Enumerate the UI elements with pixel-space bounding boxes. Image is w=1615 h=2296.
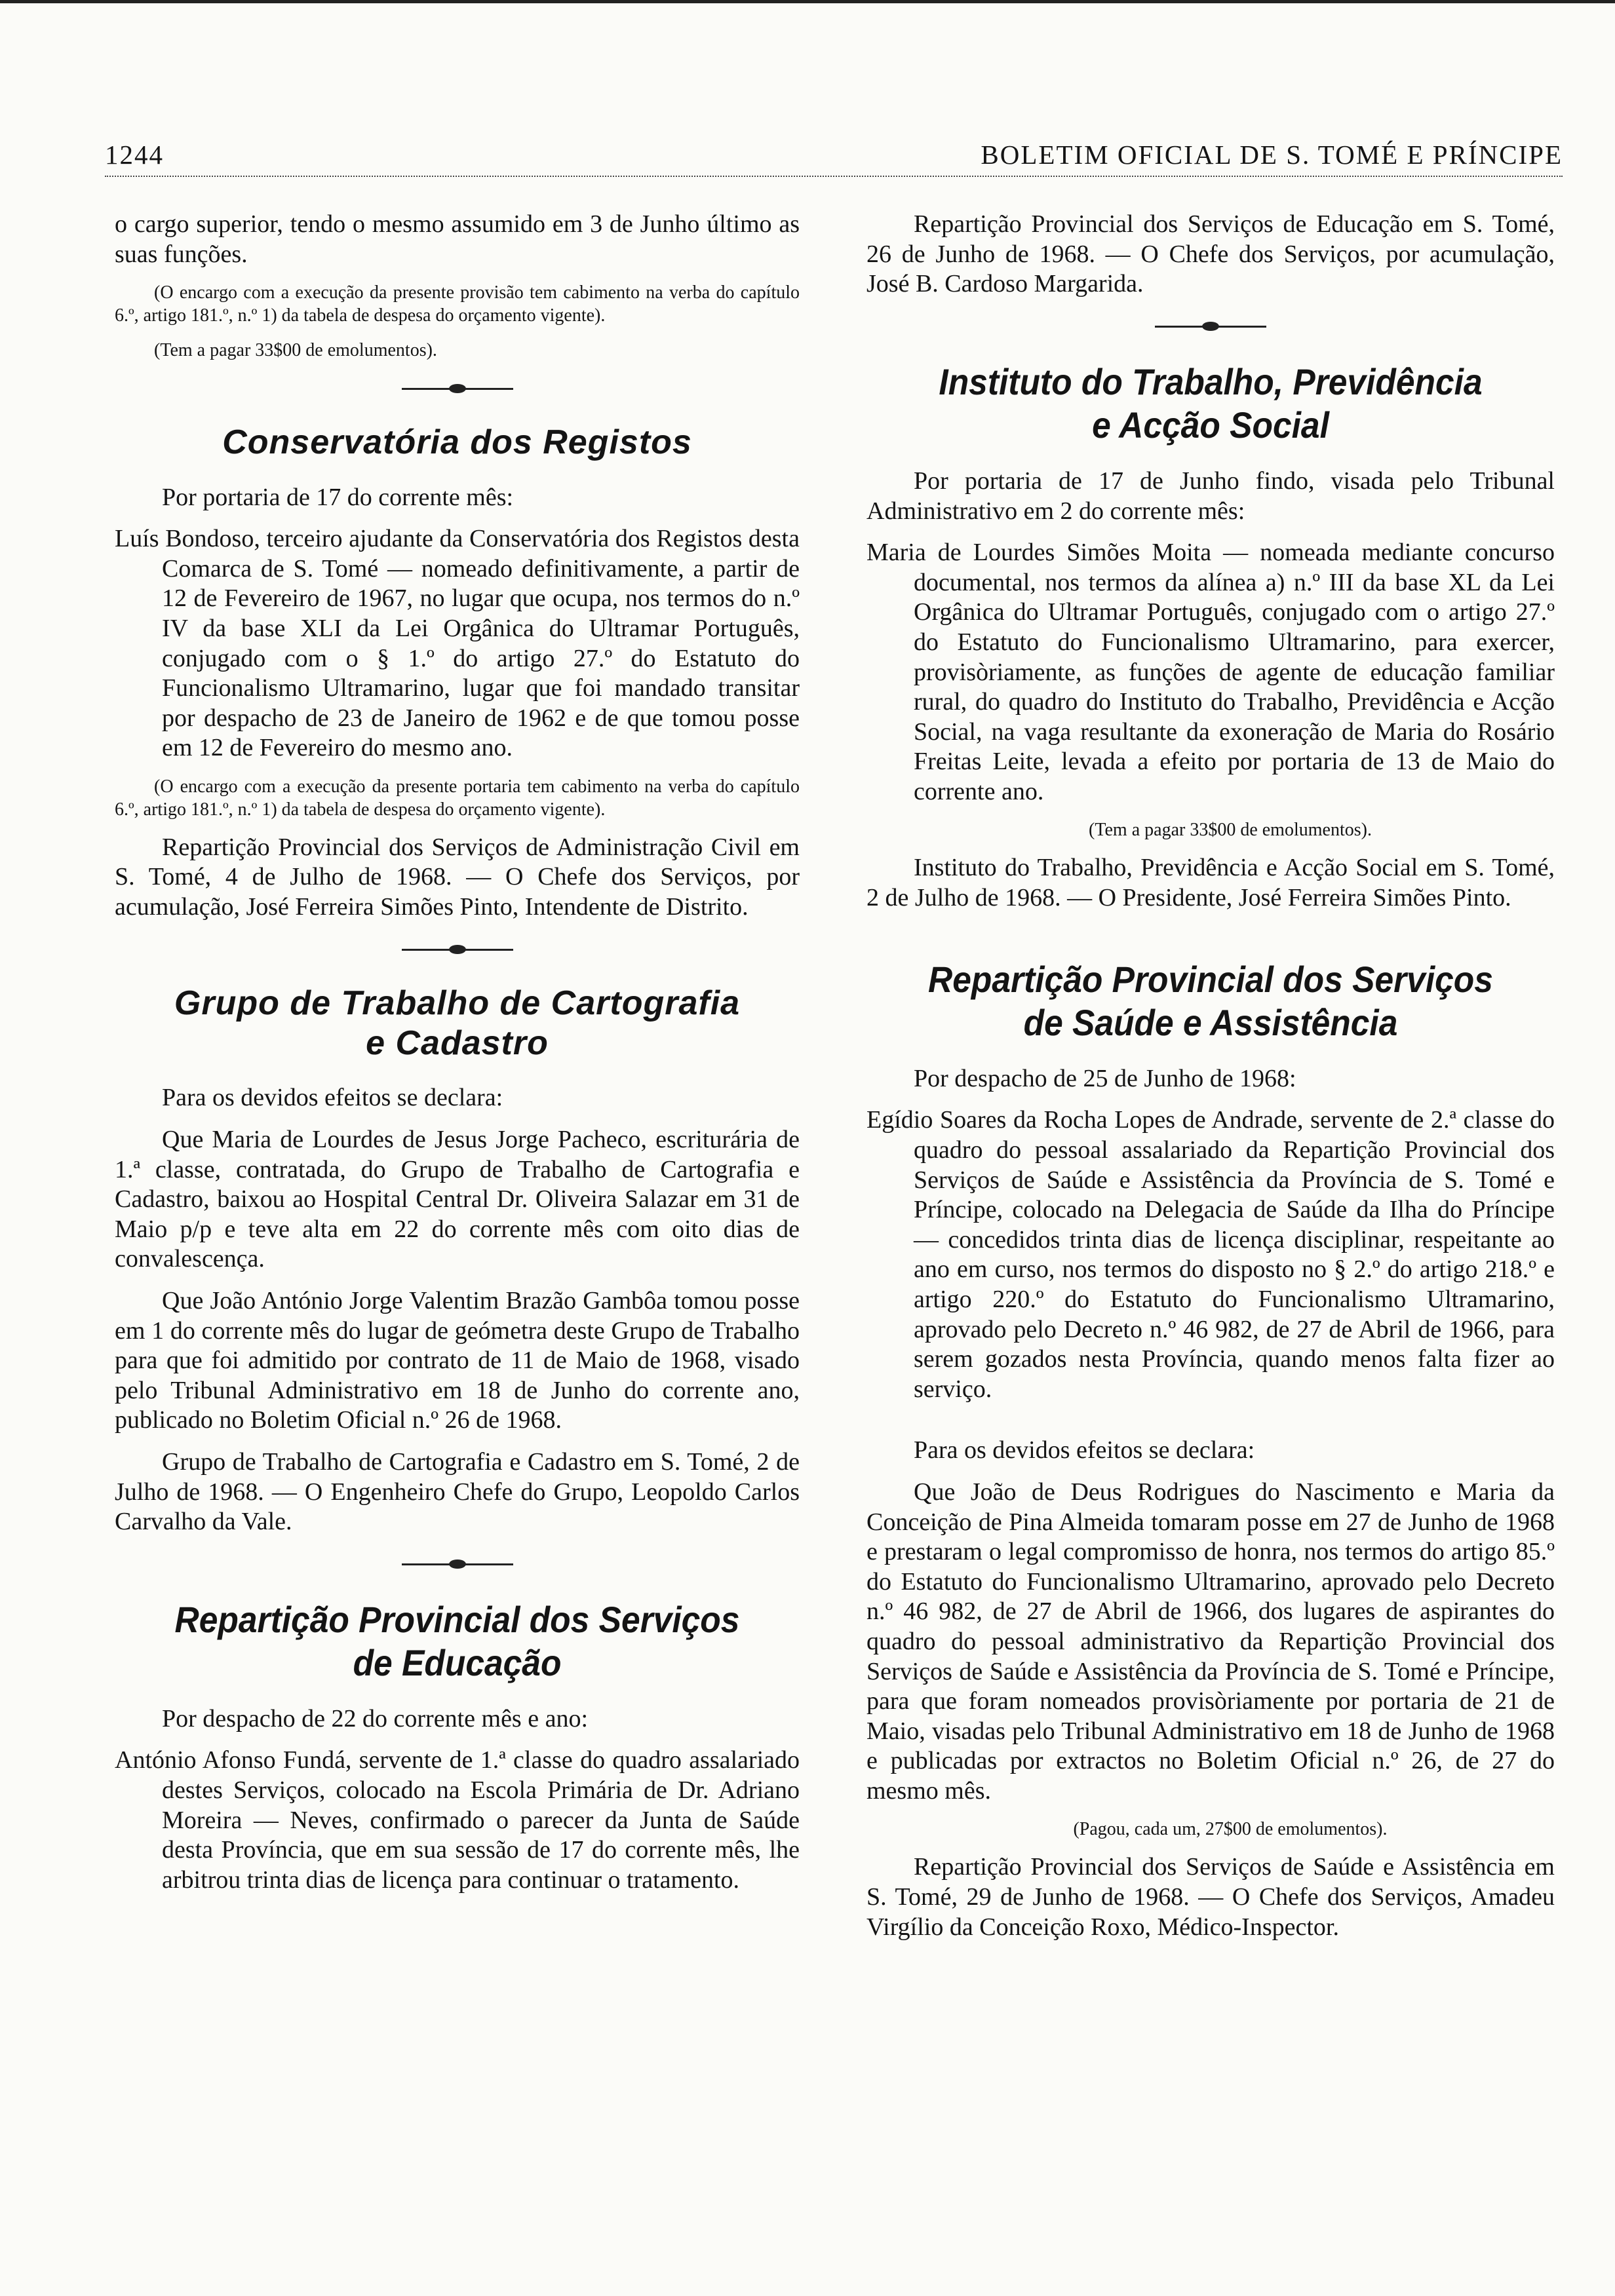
appointment-text: Luís Bondoso, terceiro ajudante da Conservatória dos Registos desta Comarca de S. Tomé — nomeado definitivamente, a partir de 12 de Fevereiro de 1967, no lugar que ocupa, nos termos do n.º IV da base XLI da Lei Orgânica do Ultramar Português, conjugado com o § 1.º do artigo 27.º do Estatuto do Funcionalismo Ultramarino, lugar que foi mandado transitar por despacho de 23 de Janeiro de 1962 e de que tomou posse em 12 de Fevereiro do mesmo ano. — [115, 525, 800, 762]
fee-note: (Tem a pagar 33$00 de emolumentos). — [1089, 820, 1372, 841]
section-title-saude — [894, 958, 1527, 1044]
section-divider — [115, 388, 800, 390]
signature-block: Grupo de Trabalho de Cartografia e Cadastro em S. Tomé, 2 de Julho de 1968. — O Engenheiro Chefe do Grupo, Leopoldo Carlos Carvalho da Vale. — [115, 1447, 800, 1536]
section-title-line: e Acção Social — [1092, 404, 1329, 446]
section-title-conservatoria: Conservatória dos Registos — [222, 423, 692, 462]
continuation-text: o cargo superior, tendo o mesmo assumido em 3 de Junho último as suas funções. — [115, 210, 800, 268]
section-title-educacao — [142, 1598, 772, 1685]
section-divider — [115, 1563, 800, 1565]
fee-note: (Tem a pagar 33$00 de emolumentos). — [154, 340, 437, 361]
section-divider — [866, 326, 1555, 328]
signature-block: Repartição Provincial dos Serviços de Educação em S. Tomé, 26 de Junho de 1968. — O Chefe dos Serviços, por acumulação, José B. Cardoso Margarida. — [866, 210, 1555, 298]
section-title-cartografia — [115, 984, 800, 1064]
signature-block: Instituto do Trabalho, Previdência e Acção Social em S. Tomé, 2 de Julho de 1968. — O Presidente, José Ferreira Simões Pinto. — [866, 854, 1555, 912]
section-title-line: Grupo de Trabalho de Cartografia — [174, 984, 741, 1022]
declaration-text: Que João de Deus Rodrigues do Nascimento e Maria da Conceição de Pina Almeida tomaram posse em 27 de Junho de 1968 e prestaram o legal compromisso de honra, nos termos do artigo 85.º do Estatuto do Funcionalismo Ultramarino, aprovado pelo Decreto n.º 46 982, de 27 de Abril de 1966, dos lugares de aspirantes do quadro do pessoal administrativo da Repartição Provincial dos Serviços de Saúde e Assistência da Província de S. Tomé e Príncipe, para que foram nomeados provisòriamente por portaria de 21 de Maio, visadas pelo Tribunal Administrativo em 18 de Junho de 1968 e publicadas por extractos no Boletim Oficial n.º 26, de 27 do mesmo mês. — [866, 1478, 1555, 1805]
dispatch-text: Egídio Soares da Rocha Lopes de Andrade, servente de 2.ª classe do quadro do pessoal assalariado da Repartição Provincial dos Serviços de Saúde e Assistência da Província de S. Tomé e Príncipe, colocado na Delegacia de Saúde da Ilha do Príncipe — concedidos trinta dias de licença disciplinar, respeitante ao ano em curso, nos termos do disposto no § 2.º do artigo 218.º e artigo 220.º do Estatuto do Funcionalismo Ultramarino, aprovado pelo Decreto n.º 46 982, de 27 de Abril de 1966, para serem gozados nesta Província, quando menos falta fizer ao serviço. — [866, 1106, 1555, 1403]
section-divider — [115, 949, 800, 951]
signature-block: Repartição Provincial dos Serviços de Saúde e Assistência em S. Tomé, 29 de Junho de 1968. — O Chefe dos Serviços, Amadeu Virgílio da Conceição Roxo, Médico-Inspector. — [866, 1853, 1555, 1941]
section-lead: Por portaria de 17 de Junho findo, visada pelo Tribunal Administrativo em 2 do corrente mês: — [866, 467, 1555, 525]
budget-note: (O encargo com a execução da presente portaria tem cabimento na verba do capítulo 6.º, artigo 181.º, n.º 1) da tabela de despesa do orçamento vigente). — [115, 776, 800, 820]
section-title-instituto — [894, 360, 1527, 447]
declaration-text: Que Maria de Lourdes de Jesus Jorge Pacheco, escriturária de 1.ª classe, contratada, do Grupo de Trabalho de Cartografia e Cadastro, baixou ao Hospital Central Dr. Oliveira Salazar em 31 de Maio p/p e teve alta em 22 do corrente mês com oito dias de convalescença. — [115, 1125, 800, 1273]
section-title-line: Repartição Provincial dos Serviços — [174, 1598, 740, 1640]
right-column — [866, 210, 1555, 1954]
section-lead: Por despacho de 25 de Junho de 1968: — [914, 1064, 1296, 1092]
section-lead: Por despacho de 22 do corrente mês e ano: — [162, 1704, 589, 1732]
section-title-line: Repartição Provincial dos Serviços — [928, 958, 1493, 1000]
section-lead: Para os devidos efeitos se declara: — [162, 1084, 503, 1112]
declaration-text: Que João António Jorge Valentim Brazão Gambôa tomou posse em 1 do corrente mês do lugar de geómetra deste Grupo de Trabalho para que foi admitido por contrato de 11 de Maio de 1968, visado pelo Tribunal Administrativo em 18 de Junho do corrente ano, publicado no Boletim Oficial n.º 26 de 1968. — [115, 1286, 800, 1434]
section-lead: Para os devidos efeitos se declara: — [914, 1436, 1255, 1464]
section-lead: Por portaria de 17 do corrente mês: — [162, 483, 514, 511]
publication-title: BOLETIM OFICIAL DE S. TOMÉ E PRÍNCIPE — [981, 140, 1563, 170]
section-title-line: de Educação — [353, 1641, 562, 1683]
page-number: 1244 — [105, 140, 164, 170]
left-column — [115, 210, 800, 1907]
appointment-text: Maria de Lourdes Simões Moita — nomeada mediante concurso documental, nos termos da alínea a) n.º III da base XL da Lei Orgânica do Ultramar Português, conjugado com o artigo 27.º do Estatuto do Funcionalismo Ultramarino, para exercer, provisòriamente, as funções de agente de educação familiar rural, do quadro do Instituto do Trabalho, Previdência e Acção Social, na vaga resultante da exoneração de Maria do Rosário Freitas Leite, levada a efeito por portaria de 13 de Maio do corrente ano. — [866, 539, 1555, 805]
signature-block: Repartição Provincial dos Serviços de Administração Civil em S. Tomé, 4 de Julho de 1968. — O Chefe dos Serviços, por acumulação, José Ferreira Simões Pinto, Intendente de Distrito. — [115, 833, 800, 921]
section-title-line: de Saúde e Assistência — [1023, 1001, 1398, 1043]
section-title-line: Instituto do Trabalho, Previdência — [939, 360, 1483, 402]
top-border — [0, 0, 1615, 18]
dispatch-text: António Afonso Fundá, servente de 1.ª classe do quadro assalariado destes Serviços, colocado na Escola Primária de Dr. Adriano Moreira — Neves, confirmado o parecer da Junta de Saúde desta Província, que em sua sessão de 17 do corrente mês, lhe arbitrou trinta dias de licença para continuar o tratamento. — [115, 1746, 800, 1894]
section-title-line: e Cadastro — [366, 1024, 549, 1063]
budget-note: (O encargo com a execução da presente provisão tem cabimento na verba do capítulo 6.º, artigo 181.º, n.º 1) da tabela de despesa do orçamento vigente). — [115, 282, 800, 326]
fee-note: (Pagou, cada um, 27$00 de emolumentos). — [1073, 1819, 1388, 1840]
header-rule — [105, 176, 1563, 177]
page-header — [105, 124, 1563, 170]
